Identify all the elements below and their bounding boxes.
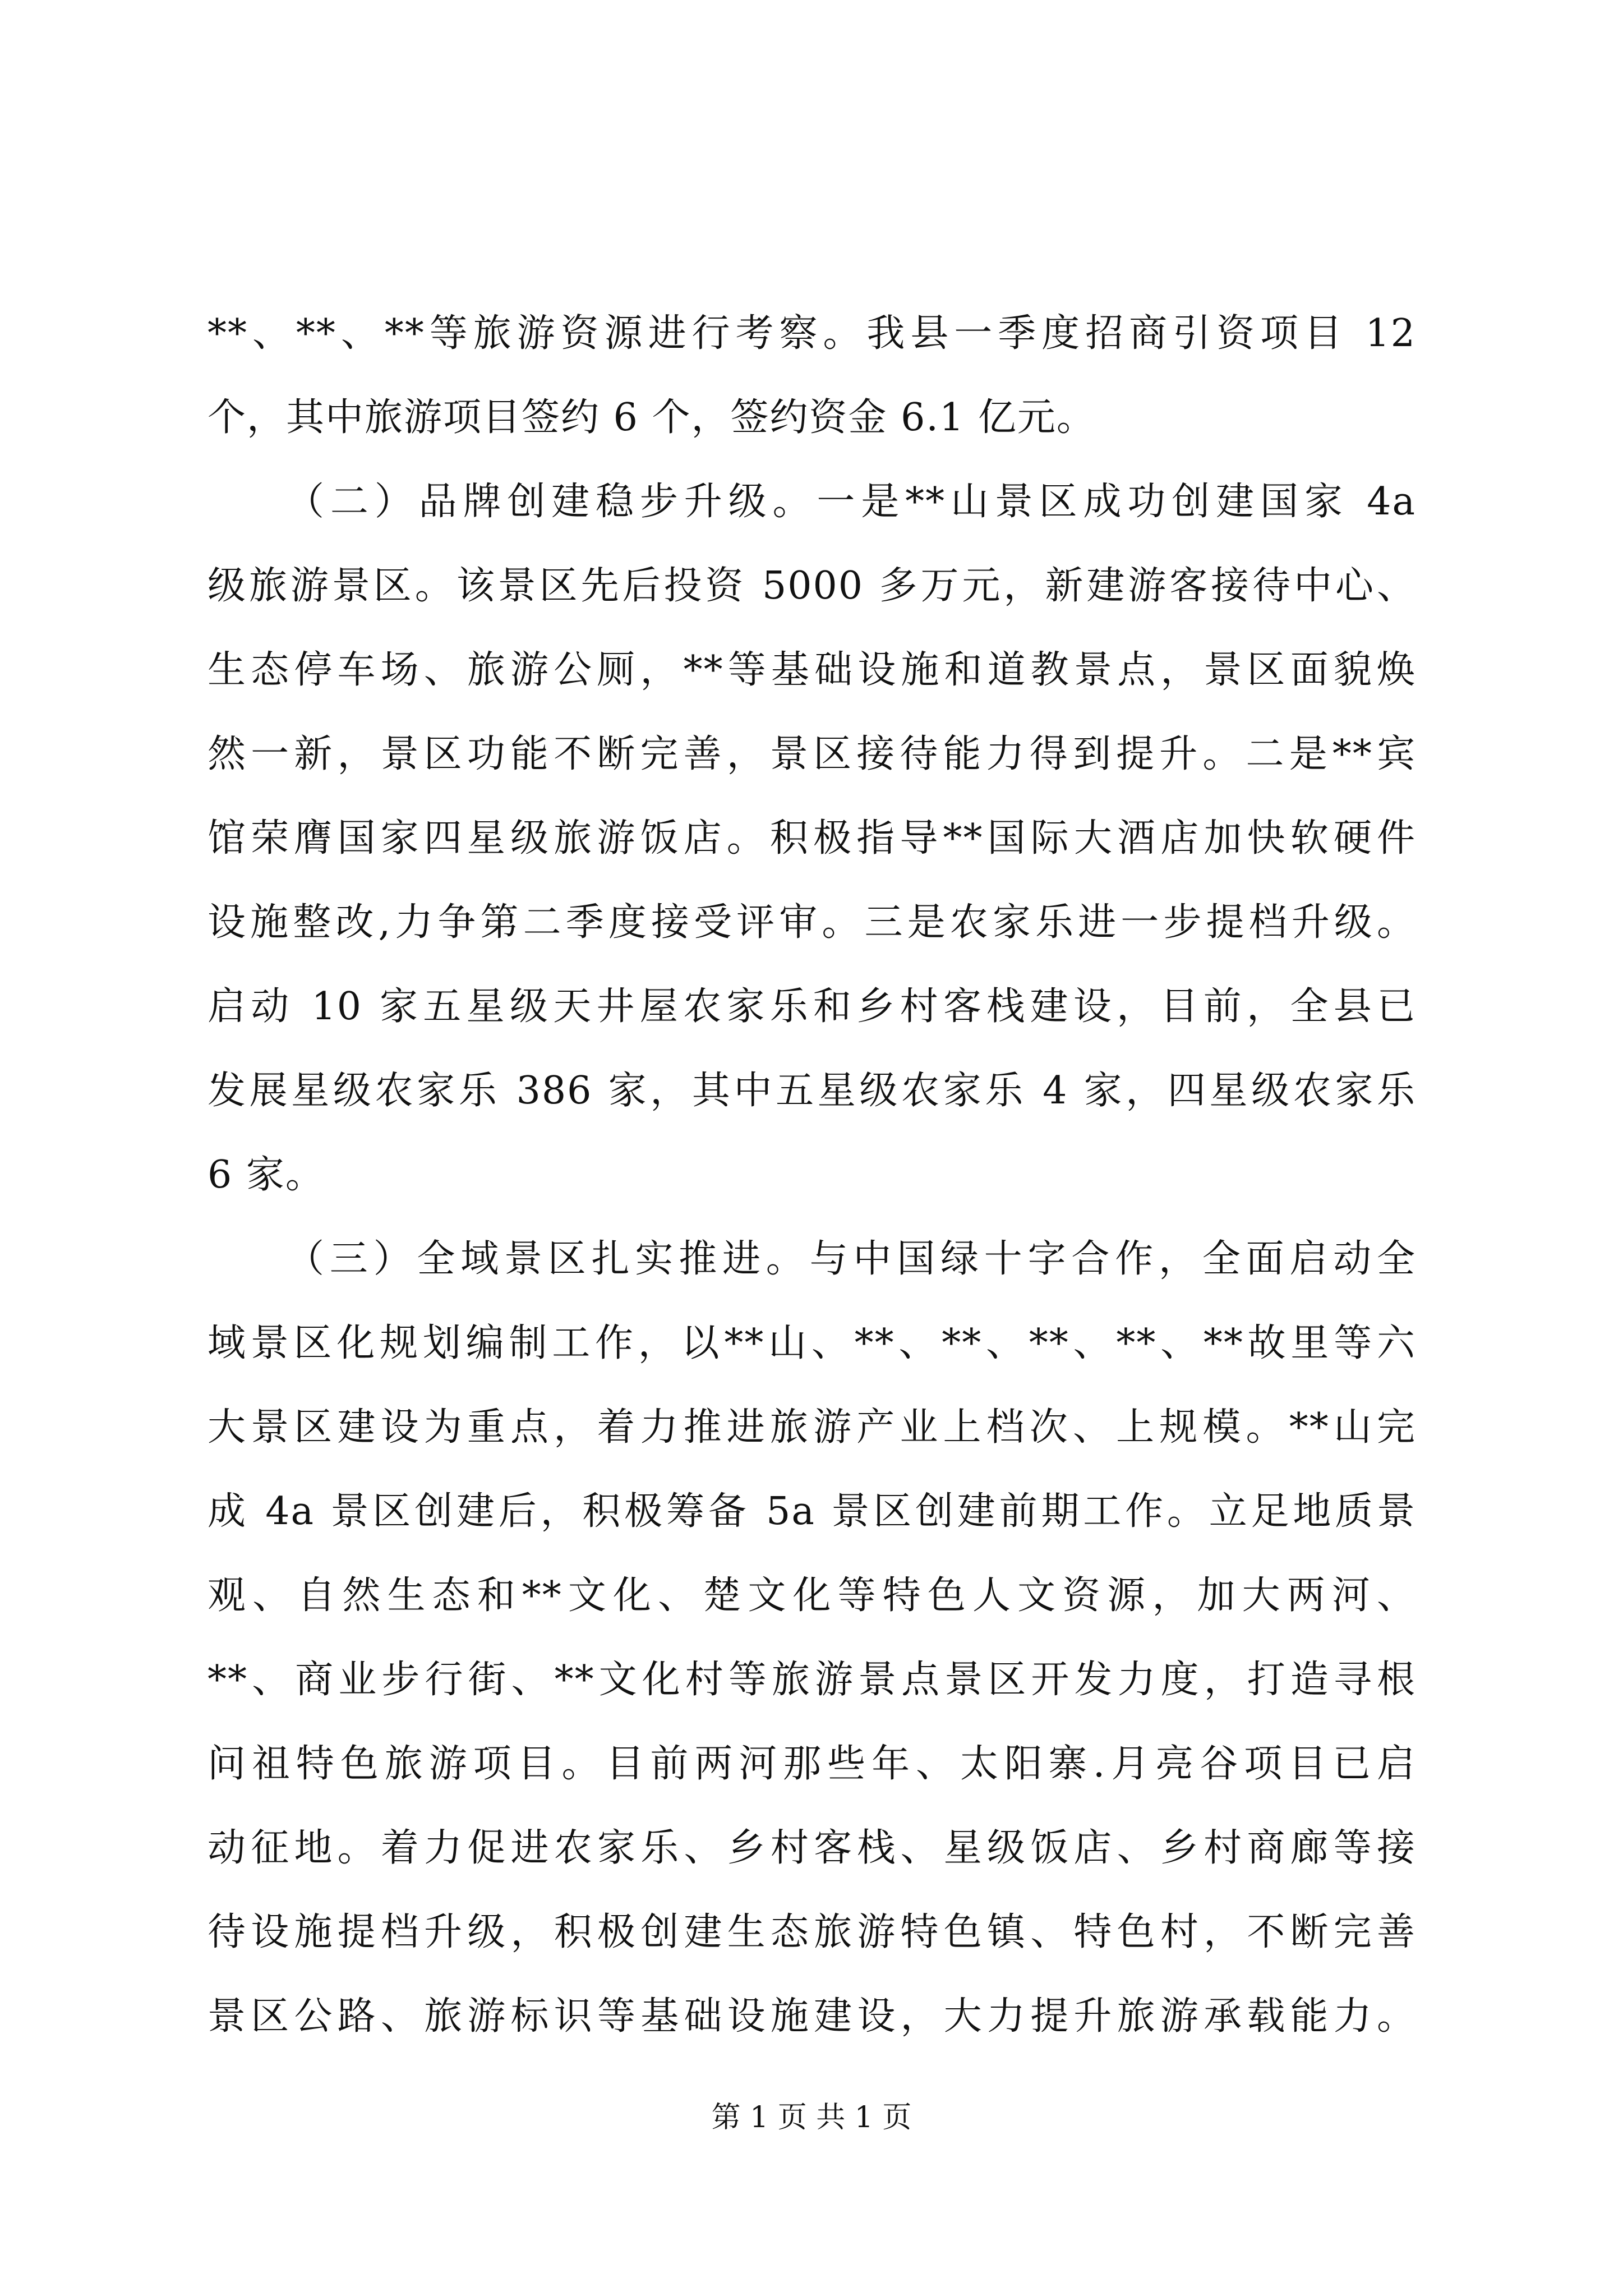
text-line: 观、自然生态和**文化、楚文化等特色人文资源，加大两河、	[208, 1573, 1416, 1618]
text-line: 生态停车场、旅游公厕，**等基础设施和道教景点，景区面貌焕	[208, 648, 1416, 692]
paragraph-start-line: （二）品牌创建稳步升级。一是**山景区成功创建国家 4a	[286, 480, 1416, 524]
page-number-footer: 第 1 页 共 1 页	[711, 2101, 912, 2134]
text-line: 设施整改,力争第二季度接受评审。三是农家乐进一步提档升级。	[208, 900, 1416, 945]
text-line: 成 4a 景区创建后，积极筹备 5a 景区创建前期工作。立足地质景	[208, 1489, 1416, 1534]
text-line: 域景区化规划编制工作，以**山、**、**、**、**、**故里等六	[208, 1321, 1416, 1365]
text-line: **、商业步行街、**文化村等旅游景点景区开发力度，打造寻根	[208, 1658, 1416, 1702]
text-line: 动征地。着力促进农家乐、乡村客栈、星级饭店、乡村商廊等接	[208, 1826, 1416, 1870]
text-line: 个，其中旅游项目签约 6 个，签约资金 6.1 亿元。	[208, 395, 1096, 440]
text-line: **、**、**等旅游资源进行考察。我县一季度招商引资项目 12	[208, 311, 1416, 356]
paragraph-start-line: （三）全域景区扎实推进。与中国绿十字合作，全面启动全	[286, 1237, 1416, 1281]
text-line: 问祖特色旅游项目。目前两河那些年、太阳寨.月亮谷项目已启	[208, 1742, 1416, 1786]
text-line: 发展星级农家乐 386 家，其中五星级农家乐 4 家，四星级农家乐	[208, 1069, 1416, 1113]
text-line: 待设施提档升级，积极创建生态旅游特色镇、特色村，不断完善	[208, 1910, 1416, 1954]
text-line: 然一新，景区功能不断完善，景区接待能力得到提升。二是**宾	[208, 732, 1416, 776]
text-line: 馆荣膺国家四星级旅游饭店。积极指导**国际大酒店加快软硬件	[208, 816, 1416, 861]
text-line: 启动 10 家五星级天井屋农家乐和乡村客栈建设，目前，全县已	[208, 984, 1416, 1029]
text-line: 大景区建设为重点，着力推进旅游产业上档次、上规模。**山完	[208, 1405, 1416, 1450]
text-line: 级旅游景区。该景区先后投资 5000 多万元，新建游客接待中心、	[208, 564, 1416, 608]
text-line: 6 家。	[208, 1153, 325, 1197]
text-line: 景区公路、旅游标识等基础设施建设，大力提升旅游承载能力。	[208, 1994, 1416, 2039]
